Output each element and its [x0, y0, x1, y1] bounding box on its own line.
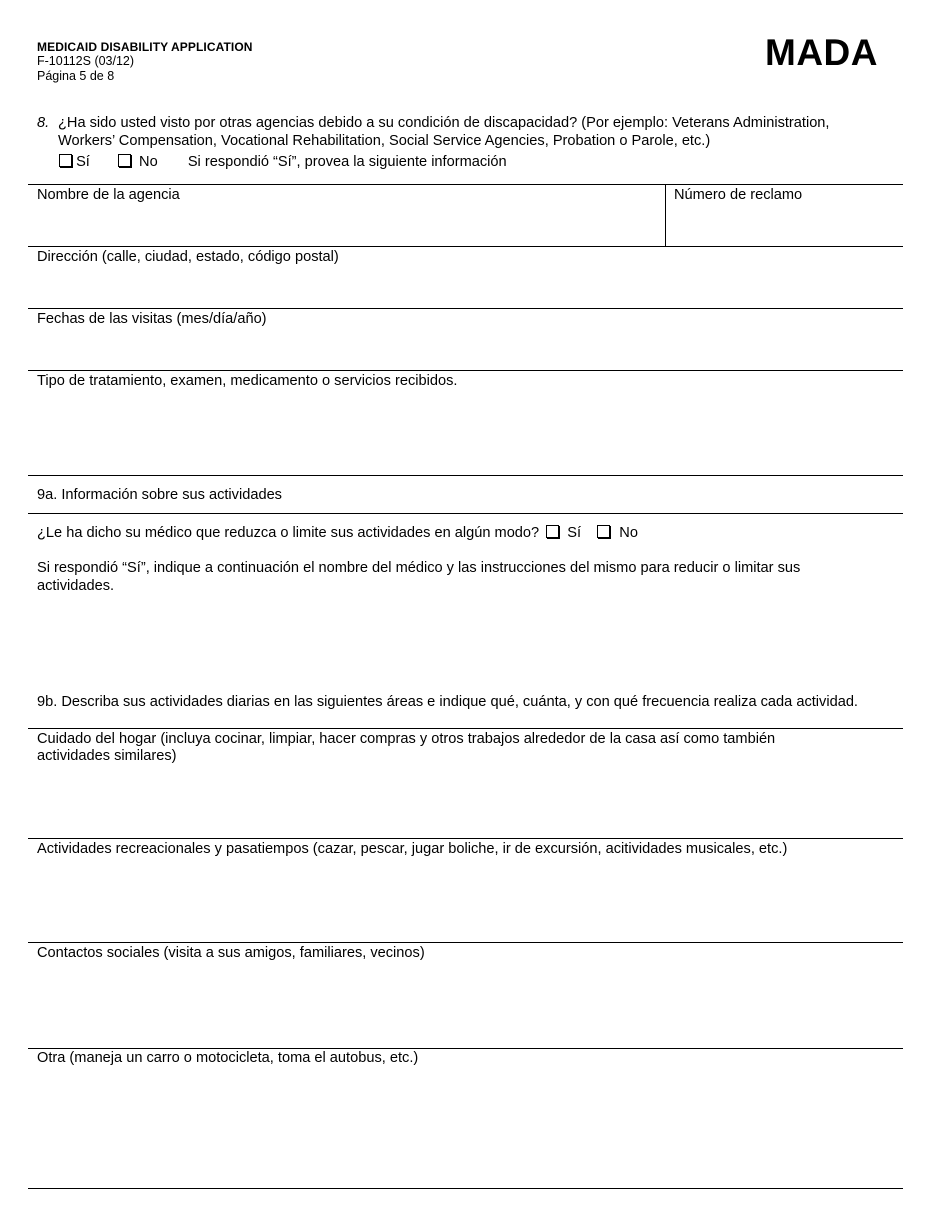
q9a-yes-checkbox[interactable]	[546, 524, 559, 542]
divider	[28, 1188, 903, 1189]
q9a-no-checkbox[interactable]	[597, 524, 610, 542]
q8-number: 8.	[37, 115, 50, 131]
q8-question-line2: Workers’ Compensation, Vocational Rehabilitation, Social Service Agencies, Probation o Parole, etc.)	[58, 133, 711, 149]
visit-dates-field[interactable]: Fechas de las visitas (mes/día/año)	[37, 311, 267, 327]
divider	[28, 728, 903, 729]
page-number: Página 5 de 8	[37, 69, 115, 83]
q8-question-line1: ¿Ha sido usted visto por otras agencias debido a su condición de discapacidad? (Por ejemplo: Veterans Administration,	[58, 115, 830, 131]
divider	[28, 308, 903, 309]
divider	[28, 475, 903, 476]
divider	[28, 246, 903, 247]
divider	[28, 513, 903, 514]
home-care-field-line2: actividades similares)	[37, 748, 177, 764]
q8-yes-label: Sí	[76, 154, 90, 170]
form-title: MEDICAID DISABILITY APPLICATION	[37, 40, 253, 54]
home-care-field-line1[interactable]: Cuidado del hogar (incluya cocinar, limpiar, hacer compras y otros trabajos alrededor de la casa así como también	[37, 731, 776, 747]
q9a-heading: 9a. Información sobre sus actividades	[37, 487, 282, 503]
address-field[interactable]: Dirección (calle, ciudad, estado, código postal)	[37, 249, 339, 265]
divider	[28, 370, 903, 371]
q8-no-label: No	[139, 154, 158, 170]
social-contacts-field[interactable]: Contactos sociales (visita a sus amigos, familiares, vecinos)	[37, 945, 425, 961]
q9a-yes-label: Sí	[567, 525, 582, 541]
mada-logo: MADA	[765, 32, 878, 73]
recreation-field[interactable]: Actividades recreacionales y pasatiempos (cazar, pescar, jugar boliche, ir de excursión, acitividades musicales, etc.)	[37, 841, 788, 857]
divider	[28, 942, 903, 943]
q9a-question: ¿Le ha dicho su médico que reduzca o limite sus actividades en algún modo?	[37, 525, 540, 541]
column-divider	[665, 184, 666, 246]
q9a-no-label: No	[619, 525, 638, 541]
q9b-heading: 9b. Describa sus actividades diarias en las siguientes áreas e indique qué, cuánta, y con qué frecuencia realiza cada actividad.	[37, 694, 858, 710]
q8-followup-text: Si respondió “Sí”, provea la siguiente información	[187, 154, 507, 170]
q8-no-checkbox[interactable]	[118, 153, 131, 171]
agency-name-field[interactable]: Nombre de la agencia	[37, 187, 180, 203]
q9a-followup-line1: Si respondió “Sí”, indique a continuación el nombre del médico y las instrucciones del mismo para reducir o limitar sus	[37, 560, 801, 576]
q8-answer-row	[59, 153, 507, 171]
claim-number-field[interactable]: Número de reclamo	[674, 187, 803, 203]
q8-yes-checkbox[interactable]	[59, 153, 72, 171]
q9a-question-row	[37, 524, 638, 542]
form-number: F-10112S (03/12)	[37, 54, 135, 68]
divider	[28, 838, 903, 839]
q9a-followup-line2: actividades.	[37, 578, 115, 594]
other-activities-field[interactable]: Otra (maneja un carro o motocicleta, toma el autobus, etc.)	[37, 1050, 419, 1066]
treatment-type-field[interactable]: Tipo de tratamiento, examen, medicamento o servicios recibidos.	[37, 373, 458, 389]
divider	[28, 184, 903, 185]
